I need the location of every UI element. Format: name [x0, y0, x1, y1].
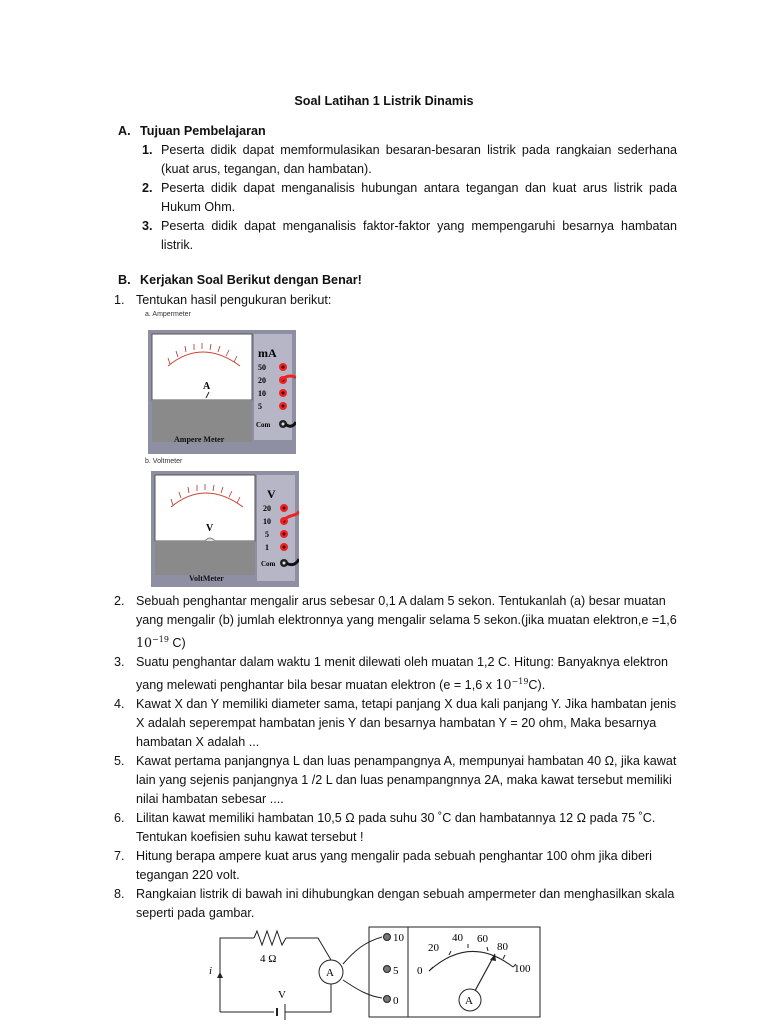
- power-of-ten: [496, 677, 529, 692]
- question-text: Rangkaian listrik di bawah ini dihubungkan dengan sebuah ampermeter dan menghasilkan skala seperti pada gambar.: [136, 887, 675, 921]
- meter-letter: V: [206, 523, 214, 534]
- terminal-common-label: Com: [256, 421, 271, 429]
- current-label: i: [209, 965, 213, 977]
- terminal-label: 10: [393, 932, 404, 944]
- circuit-wires: [220, 931, 382, 1020]
- meter-unit: mA: [258, 346, 277, 360]
- dial-scale-label: 40: [452, 932, 463, 944]
- question-text-end: C): [168, 636, 186, 651]
- voltage-label: V: [278, 989, 286, 1001]
- question-text: Lilitan kawat memiliki hambatan 10,5 Ω pada suhu 30 ˚C dan hambatannya 12 Ω pada 75 ˚C. Tentukan koefisien suhu kawat tersebut !: [136, 811, 656, 845]
- question-number: 1.: [114, 293, 125, 307]
- question-text: Sebuah penghantar mengalir arus sebesar 0,1 A dalam 5 sekon. Tentukanlah (a) besar muatan yang mengalir (b) jumlah elektronnya yang mengalir selama 5 sekon.(jika muatan elektron,e =1,6: [136, 594, 677, 627]
- question-text: Suatu penghantar dalam waktu 1 menit dilewati oleh muatan 1,2 C. Hitung: Banyaknya elektron yang melewati penghantar bila besar muatan elektron (e = 1,6 x: [136, 655, 669, 693]
- section-a-letter: A.: [118, 124, 131, 138]
- dial-scale-label: 60: [477, 933, 488, 945]
- resistor-label: 4 Ω: [260, 953, 277, 965]
- question-item: [114, 885, 680, 923]
- question-number: 2.: [114, 594, 125, 608]
- objective-number: 3.: [142, 219, 153, 233]
- power-base: 10: [495, 677, 512, 693]
- questions-2-8: [114, 592, 680, 923]
- question-text: Hitung berapa ampere kuat arus yang mengalir pada sebuah penghantar 100 ohm jika diberi tegangan 220 volt.: [136, 849, 652, 883]
- current-arrow: [217, 972, 223, 978]
- question-item: [114, 291, 680, 310]
- terminal-label: 50: [258, 363, 266, 372]
- page-title: Soal Latihan 1 Listrik Dinamis: [294, 94, 474, 108]
- objective-number: 1.: [142, 143, 153, 157]
- ammeter-figure: [148, 330, 296, 454]
- question-item: [114, 752, 680, 809]
- dial-scale-label: 0: [417, 965, 423, 977]
- circuit-diagram: [200, 924, 542, 1020]
- terminal-label: 5: [265, 530, 269, 539]
- terminal-label: 0: [393, 995, 399, 1007]
- terminal-label: 20: [263, 504, 271, 513]
- objective-number: 2.: [142, 181, 153, 195]
- voltmeter-caption: b. Voltmeter: [145, 458, 183, 465]
- dial-scale-label: 100: [514, 963, 531, 975]
- question-number: 4.: [114, 697, 125, 712]
- objective-text: Peserta didik dapat memformulasikan besaran-besaran listrik pada rangkaian sederhana (kuat arus, tegangan, dan hambatan).: [161, 143, 677, 176]
- terminal-jack: [384, 934, 391, 941]
- voltmeter-figure: [151, 471, 299, 587]
- section-b-letter: B.: [118, 273, 131, 287]
- terminal-jack: [384, 996, 391, 1003]
- question-number: 8.: [114, 887, 125, 902]
- terminal-jack: [384, 966, 391, 973]
- terminal-label: 1: [265, 543, 269, 552]
- terminal-common-label: Com: [261, 560, 276, 568]
- power-of-ten: [136, 635, 169, 650]
- question-item: [114, 809, 680, 847]
- meter-name: Ampere Meter: [174, 435, 225, 444]
- terminal-label: 5: [258, 402, 262, 411]
- terminal-label: 10: [258, 389, 266, 398]
- question-text: Kawat X dan Y memiliki diameter sama, tetapi panjang X dua kali panjang Y. Jika hambatan jenis X adalah seperempat hambatan jenis Y dan besarnya hambatan Y = 20 ohm, Maka besarnya hambatan X adalah ...: [136, 697, 677, 750]
- meter-name: VoltMeter: [189, 574, 224, 583]
- terminal-label: 5: [393, 965, 399, 977]
- section-a-heading: [118, 124, 266, 138]
- ammeter-symbol-label: A: [326, 967, 334, 979]
- power-exponent: −19: [152, 635, 169, 644]
- section-b-title: Kerjakan Soal Berikut dengan Benar!: [140, 273, 362, 287]
- question-item: [114, 592, 680, 653]
- question-text: Kawat pertama panjangnya L dan luas penampangnya A, mempunyai hambatan 40 Ω, jika kawat lain yang sejenis panjangnya 1 /2 L dan luas penampangnnya 2A, maka kawat tersebut memiliki nilai hambatan sebesar ....: [136, 754, 677, 807]
- question-number: 6.: [114, 811, 125, 826]
- dial-scale-label: 80: [497, 941, 508, 953]
- terminal-label: 10: [263, 517, 271, 526]
- objective-text: Peserta didik dapat menganalisis hubungan antara tegangan dan kuat arus listrik pada Hukum Ohm.: [161, 181, 677, 214]
- question-item: [114, 695, 680, 752]
- question-text-end: C).: [528, 678, 546, 693]
- meter-unit: V: [267, 487, 276, 501]
- question-number: 5.: [114, 754, 125, 769]
- question-text: Tentukan hasil pengukuran berikut:: [136, 293, 332, 307]
- objective-item: [142, 179, 677, 217]
- meter-letter: A: [203, 381, 211, 392]
- power-exponent: −19: [511, 677, 529, 687]
- meter-shade: [155, 541, 255, 575]
- section-b-heading: [118, 273, 362, 287]
- objectives-list: [142, 141, 677, 255]
- question-item: [114, 653, 680, 695]
- power-base: 10: [136, 635, 153, 651]
- question-1: [114, 291, 680, 310]
- question-number: 3.: [114, 655, 125, 670]
- dial-arc: [429, 951, 513, 971]
- objective-text: Peserta didik dapat menganalisis faktor-faktor yang mempengaruhi besarnya hambatan listrik.: [161, 219, 677, 252]
- dial-scale-label: 20: [428, 942, 439, 954]
- dial-meter-label: A: [465, 995, 473, 1007]
- objective-item: [142, 141, 677, 179]
- question-item: [114, 847, 680, 885]
- objective-item: [142, 217, 677, 255]
- ampermeter-caption: a. Ampermeter: [145, 311, 191, 318]
- question-number: 7.: [114, 849, 125, 864]
- section-a-title: Tujuan Pembelajaran: [140, 124, 266, 138]
- terminal-label: 20: [258, 376, 266, 385]
